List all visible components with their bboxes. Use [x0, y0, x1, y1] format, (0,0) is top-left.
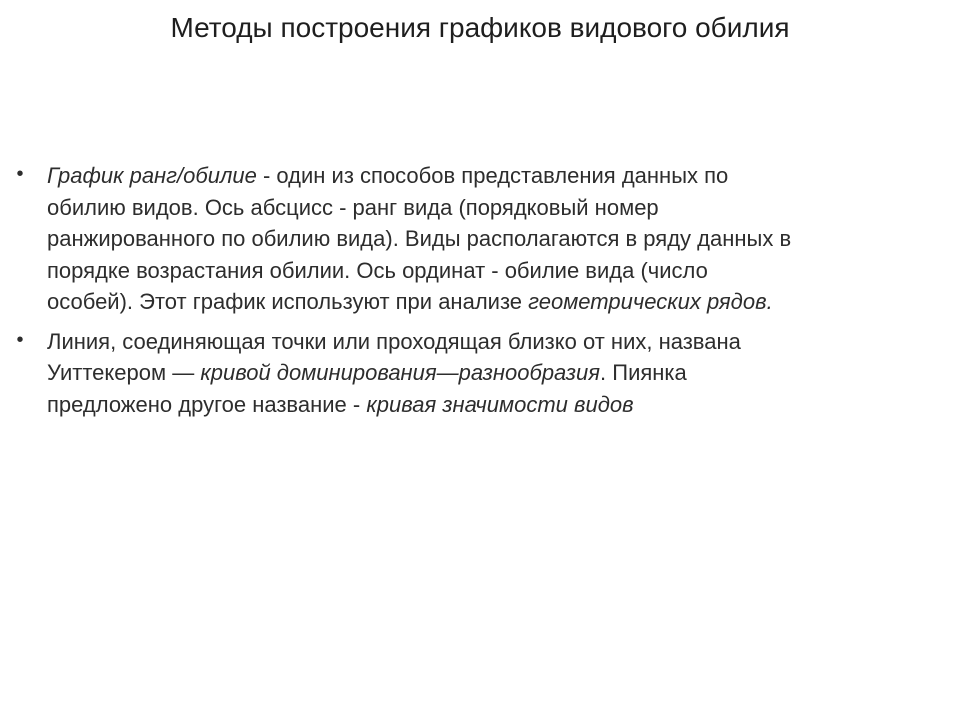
- text-run: . Пиянка: [600, 360, 687, 385]
- text-run: порядке возрастания обилии. Ось ординат - обилие вида (число: [47, 257, 708, 283]
- bullet-icon: •: [16, 328, 24, 351]
- slide-title: Методы построения графиков видового обилия: [170, 12, 790, 43]
- text-line: [47, 255, 952, 287]
- bullet-list: [0, 160, 960, 428]
- bullet-item-rank-abundance: [0, 160, 960, 318]
- term-rank-abundance-plot: График ранг/обилие: [47, 163, 257, 188]
- text-line: [47, 326, 952, 358]
- text-line: [47, 223, 952, 255]
- text-run: особей). Этот график используют при анализе: [47, 289, 529, 314]
- text-run: - один из способов представления данных по: [256, 163, 729, 188]
- bullet-item-dominance-curve: [0, 326, 960, 421]
- text-run: Линия, соединяющая точки или проходящая близко от них, названа: [47, 328, 741, 354]
- text-line: [47, 389, 952, 421]
- text-line: [47, 286, 952, 318]
- text-run: Уиттекером —: [47, 360, 201, 385]
- bullet-icon: •: [16, 163, 24, 185]
- text-line: [47, 160, 952, 192]
- text-run: предложено другое название -: [47, 391, 367, 417]
- term-geometric-series: геометрических рядов.: [528, 289, 773, 314]
- text-line: [47, 357, 952, 389]
- text-line: [47, 192, 952, 224]
- term-species-importance-curve: кривая значимости видов: [366, 391, 634, 417]
- term-dominance-diversity-curve: кривой доминирования—разнообразия: [200, 360, 601, 385]
- text-run: ранжированного по обилию вида). Виды располагаются в ряду данных в: [47, 226, 792, 251]
- text-run: обилию видов. Ось абсцисс - ранг вида (порядковый номер: [47, 194, 659, 220]
